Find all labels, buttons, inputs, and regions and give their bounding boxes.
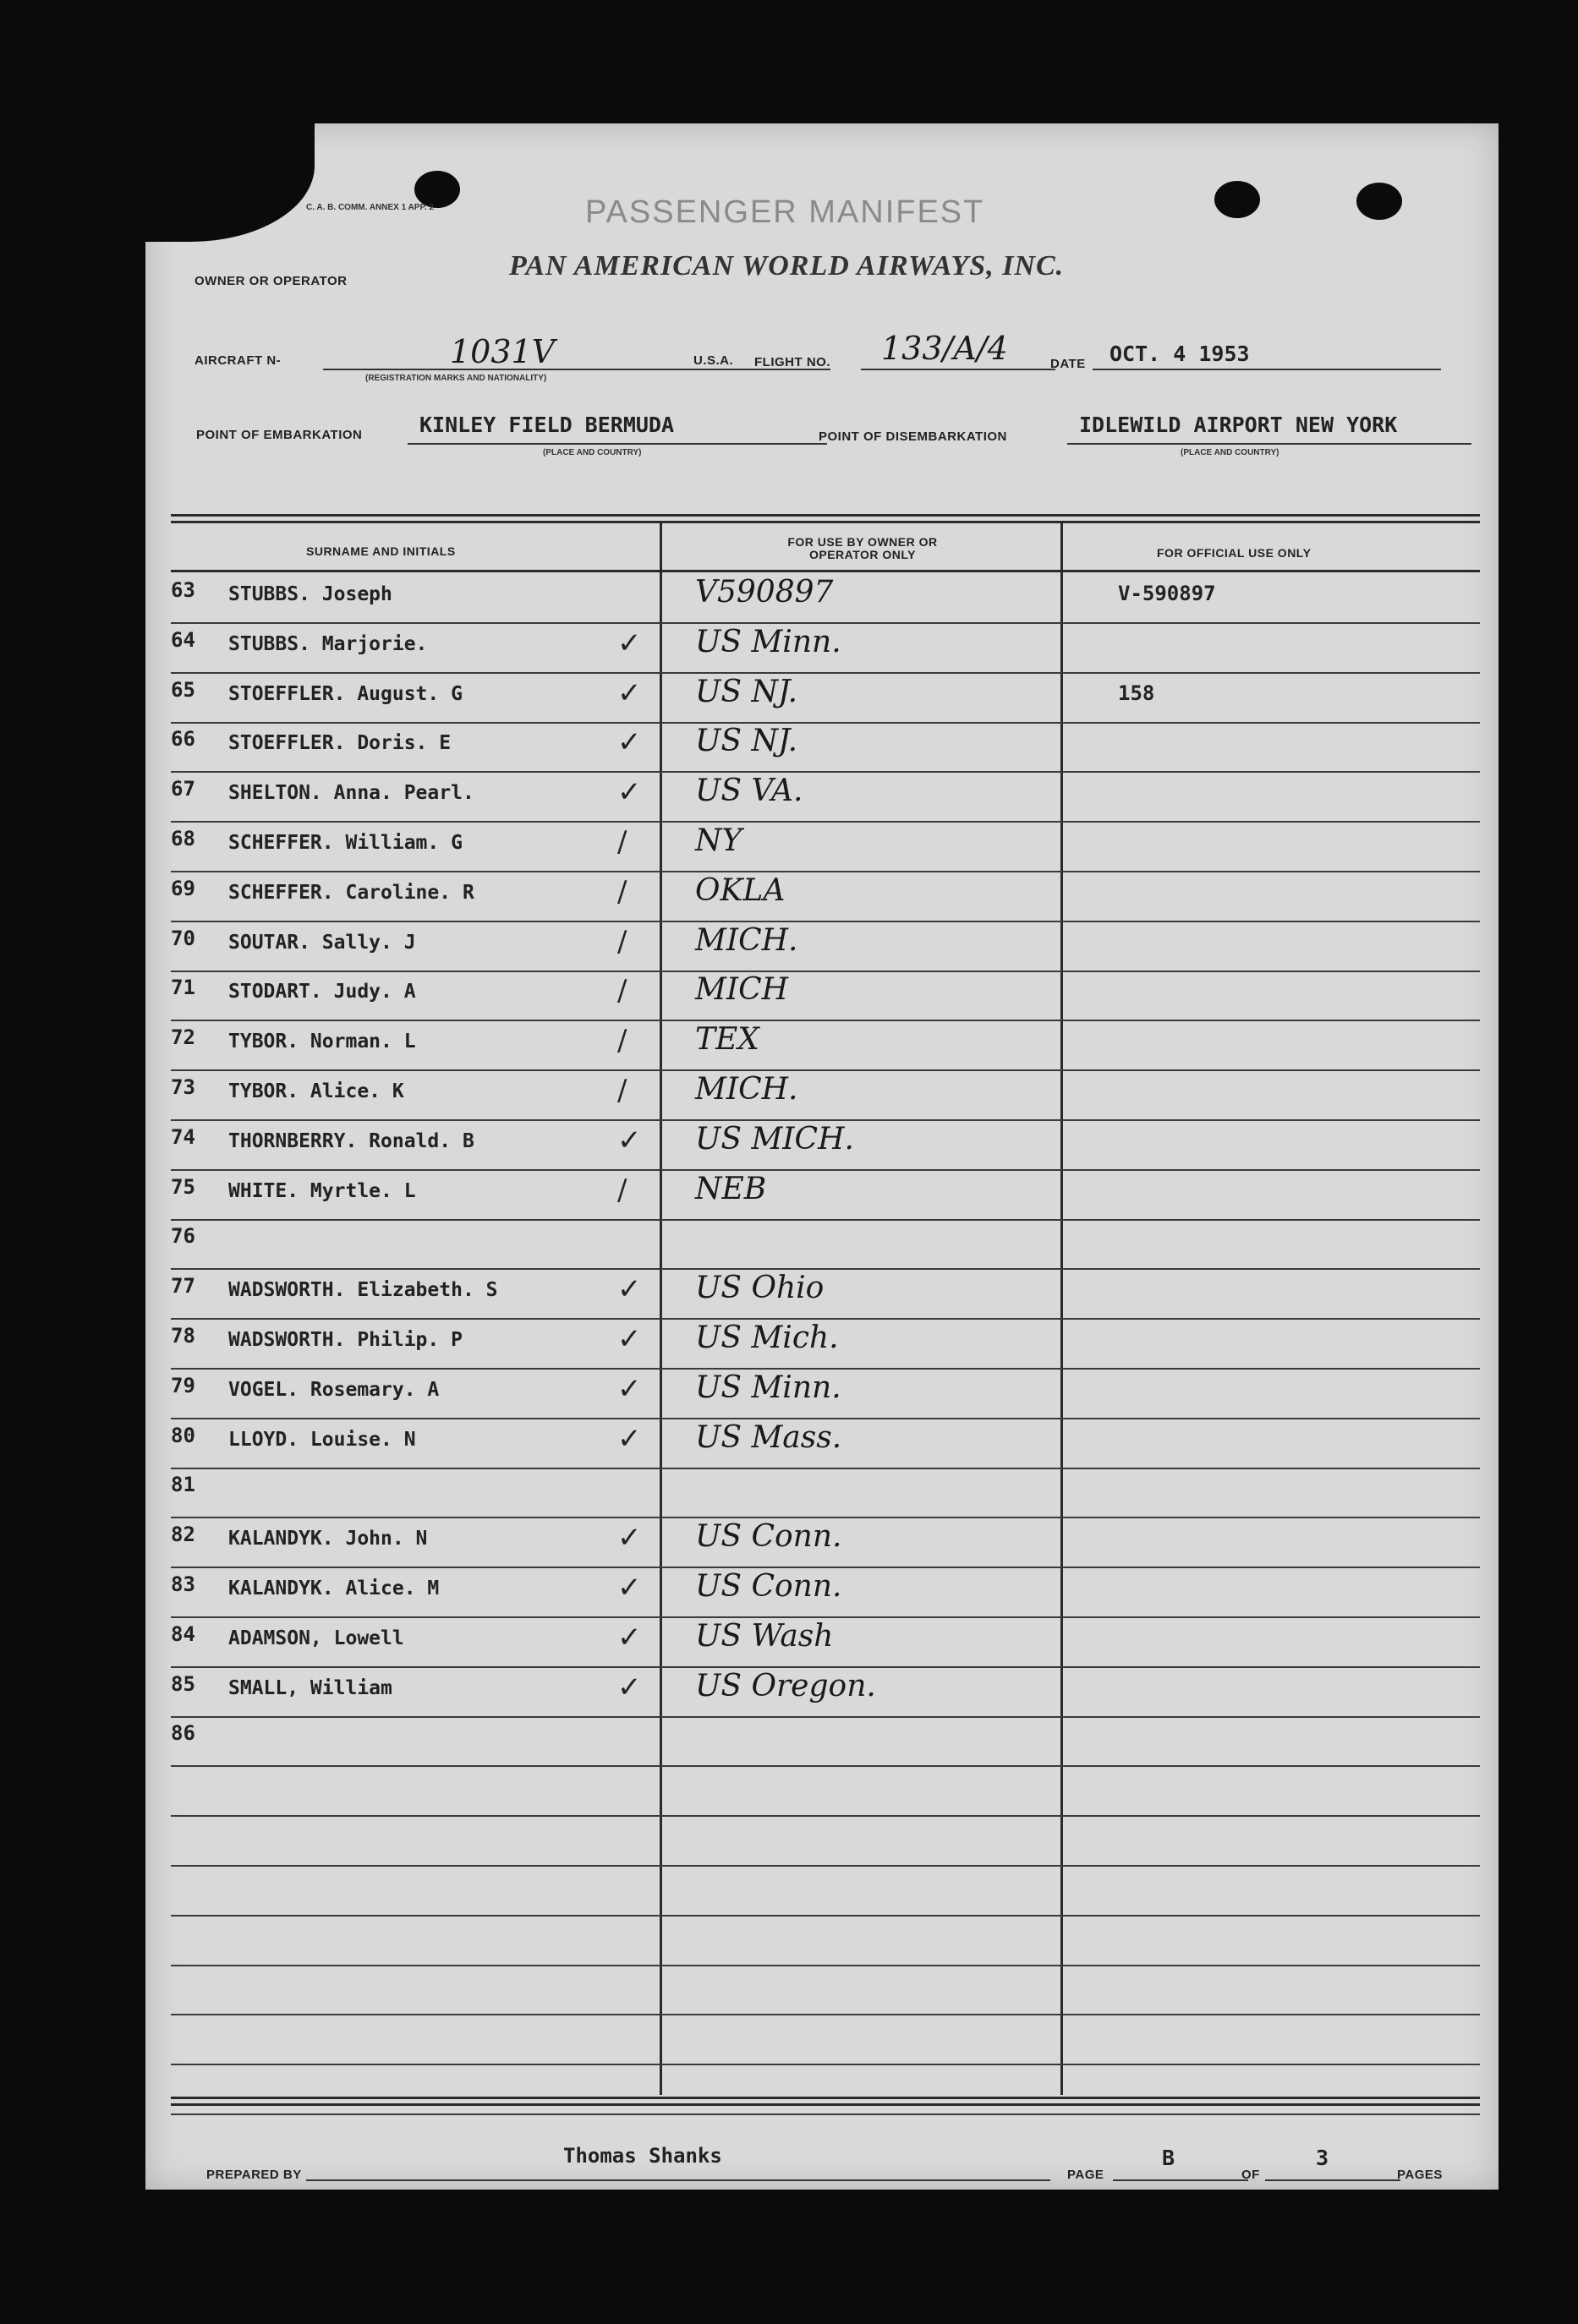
nationality-entry: V590897 [695,575,834,610]
nationality-entry: US Minn. [695,1370,841,1405]
passenger-name: LLOYD. Louise. N [228,1428,416,1451]
row-rule [171,771,1480,773]
passenger-name: STOEFFLER. August. G [228,682,463,705]
check-mark: ✓ [617,1123,642,1157]
date-value: OCT. 4 1953 [1110,342,1250,366]
row-rule [171,1368,1480,1370]
table-row [171,675,1480,724]
passenger-name: THORNBERRY. Ronald. B [228,1129,474,1152]
prepared-by-label: PREPARED BY [206,2168,302,2182]
passenger-name: SMALL, William [228,1676,392,1699]
table-row [171,873,1480,922]
table-row [171,1469,1480,1518]
embarkation-value: KINLEY FIELD BERMUDA [419,413,675,437]
check-mark: ✓ [617,1571,642,1605]
check-mark: ✓ [617,1521,642,1556]
table-row [171,1022,1480,1071]
row-number: 78 [171,1324,195,1348]
table-row [171,1818,1480,1867]
embarkation-sub: (PLACE AND COUNTRY) [543,448,642,457]
aircraft-value: 1031V [450,333,556,370]
form-title: PASSENGER MANIFEST [585,194,985,230]
check-mark: ✓ [617,1322,642,1356]
of-value: 3 [1316,2146,1329,2170]
check-mark: / [617,974,627,1009]
check-mark: / [617,874,627,909]
row-rule [171,1965,1480,1966]
row-number: 76 [171,1224,195,1249]
pages-label: PAGES [1397,2168,1443,2182]
table-row [171,1072,1480,1121]
table-row [171,1321,1480,1370]
table-row [171,1768,1480,1817]
row-number: 82 [171,1523,195,1547]
row-rule [171,1815,1480,1817]
nationality-entry: MICH [695,972,789,1008]
row-rule [171,722,1480,724]
nationality-entry: TEX [695,1022,759,1058]
nationality-entry: US Wash [695,1618,834,1654]
row-rule [171,1567,1480,1568]
row-rule [171,1318,1480,1320]
table-row [171,1917,1480,1966]
disembarkation-underline [1067,443,1471,445]
table-row [171,2016,1480,2065]
nationality-entry: NY [695,823,742,858]
of-label: OF [1241,2168,1260,2182]
row-rule [171,1666,1480,1668]
row-rule [171,821,1480,823]
table-row [171,972,1480,1021]
table-row [171,724,1480,773]
page-value: B [1162,2146,1175,2170]
table-row [171,1519,1480,1568]
row-rule [171,1219,1480,1221]
row-number: 84 [171,1621,195,1646]
table-row [171,1966,1480,2015]
row-rule [171,1716,1480,1718]
nationality-entry: MICH. [695,1072,798,1107]
passenger-name: SOUTAR. Sally. J [228,931,416,954]
disembarkation-value: IDLEWILD AIRPORT NEW YORK [1079,413,1398,437]
row-number: 69 [171,876,195,900]
nationality-entry: MICH. [695,922,798,958]
manifest-sheet [145,123,1499,2190]
row-number: 79 [171,1373,195,1397]
check-mark: ✓ [617,1371,642,1406]
row-number: 72 [171,1025,195,1050]
check-mark: / [617,1173,627,1207]
check-mark: / [617,1024,627,1058]
row-rule [171,2064,1480,2065]
passenger-name: WHITE. Myrtle. L [228,1179,416,1202]
table-row [171,1172,1480,1221]
page-underline [1113,2179,1248,2181]
table-bottom-rule [171,2097,1480,2099]
nationality-entry: US VA. [695,774,803,809]
prepared-by-value: Thomas Shanks [563,2144,722,2168]
punch-hole-right [1356,183,1402,220]
nationality-entry: US Minn. [695,624,841,659]
flight-underline [861,369,1055,370]
row-number: 65 [171,677,195,702]
row-rule [171,1169,1480,1171]
table-row [171,923,1480,972]
prepared-by-underline [306,2179,1050,2181]
table-row [171,1122,1480,1171]
passenger-name: SHELTON. Anna. Pearl. [228,782,474,805]
check-mark: ✓ [617,675,642,710]
row-number: 73 [171,1075,195,1099]
flight-value: 133/A/4 [881,330,1008,367]
row-number: 77 [171,1274,195,1299]
torn-corner [145,123,315,242]
nationality-entry: US NJ. [695,674,798,709]
row-number: 85 [171,1671,195,1696]
column-header-name: SURNAME AND INITIALS [306,544,456,558]
passenger-name: WADSWORTH. Elizabeth. S [228,1279,498,1302]
row-number: 86 [171,1721,195,1746]
row-number: 74 [171,1124,195,1149]
table-row [171,1420,1480,1469]
page-label: PAGE [1067,2168,1104,2182]
row-number: 64 [171,627,195,652]
official-entry: 158 [1118,681,1155,705]
row-number: 70 [171,926,195,950]
owner-value: PAN AMERICAN WORLD AIRWAYS, INC. [509,250,1065,282]
row-rule [171,2113,1480,2115]
row-rule [171,971,1480,972]
aircraft-label: AIRCRAFT N- [195,353,282,368]
nationality-entry: US Mich. [695,1321,839,1355]
row-rule [171,871,1480,872]
check-mark: ✓ [617,1620,642,1654]
passenger-name: TYBOR. Norman. L [228,1031,416,1053]
passenger-name: ADAMSON, Lowell [228,1627,404,1649]
row-rule [171,1865,1480,1867]
table-row [171,1569,1480,1618]
table-row [171,575,1480,624]
passenger-name: SCHEFFER. William. G [228,832,463,854]
check-mark: ✓ [617,1421,642,1456]
nationality-entry: US MICH. [695,1121,854,1157]
aircraft-sub: (REGISTRATION MARKS AND NATIONALITY) [365,374,547,383]
row-rule [171,622,1480,624]
row-number: 66 [171,727,195,752]
check-mark: / [617,1074,627,1107]
check-mark: ✓ [617,1670,642,1704]
check-mark: ✓ [617,775,642,810]
row-number: 71 [171,976,195,1000]
form-reference: C. A. B. COMM. ANNEX 1 APP. 2 [306,203,434,212]
check-mark: / [617,825,627,859]
row-number: 80 [171,1423,195,1447]
of-underline [1265,2179,1400,2181]
nationality-entry: US Oregon. [695,1668,876,1703]
table-row [171,1619,1480,1668]
nationality-entry: US Conn. [695,1569,842,1604]
nationality-entry: US NJ. [695,724,798,759]
row-rule [171,1069,1480,1071]
row-number: 81 [171,1473,195,1497]
table-row [171,774,1480,823]
nationality-entry: OKLA [695,872,786,908]
passenger-name: STUBBS. Joseph [228,583,392,605]
row-rule [171,1468,1480,1469]
row-rule [171,1915,1480,1917]
row-rule [171,1119,1480,1121]
date-label: DATE [1050,357,1086,371]
row-rule [171,1418,1480,1419]
table-top-rule [171,514,1480,517]
table-top-rule-2 [171,521,1480,523]
official-entry: V-590897 [1118,582,1216,605]
row-rule [171,921,1480,922]
table-row [171,1221,1480,1270]
row-number: 83 [171,1572,195,1596]
check-mark: ✓ [617,725,642,760]
column-header-official: FOR OFFICIAL USE ONLY [1157,546,1312,560]
check-mark: ✓ [617,626,642,660]
passenger-name: STOEFFLER. Doris. E [228,732,452,755]
row-rule [171,1517,1480,1518]
nationality-entry: US Ohio [695,1271,825,1306]
disembarkation-sub: (PLACE AND COUNTRY) [1181,448,1279,457]
passenger-name: KALANDYK. Alice. M [228,1578,440,1599]
row-rule [171,1020,1480,1021]
disembarkation-label: POINT OF DISEMBARKATION [819,429,1007,444]
table-row [171,2066,1480,2115]
column-header-owner: FOR USE BY OWNER OR OPERATOR ONLY [787,535,938,561]
passenger-name: SCHEFFER. Caroline. R [228,881,474,904]
check-mark: ✓ [617,1272,642,1307]
passenger-name: STUBBS. Marjorie. [228,632,428,655]
table-row [171,1867,1480,1917]
row-rule [171,1268,1480,1270]
date-underline [1093,369,1441,370]
row-rule [171,672,1480,674]
row-number: 68 [171,827,195,850]
table-row [171,1370,1480,1419]
punch-hole-center [1214,181,1260,218]
table-bottom-rule-2 [171,2103,1480,2106]
row-number: 75 [171,1174,195,1199]
passenger-name: STODART. Judy. A [228,981,416,1003]
table-row [171,1271,1480,1320]
embarkation-underline [408,443,827,445]
nationality-entry: NEB [695,1171,767,1206]
header-bottom-rule [171,570,1480,572]
row-rule [171,1616,1480,1618]
row-number: 63 [171,578,195,602]
owner-label: OWNER OR OPERATOR [195,274,348,288]
row-number: 67 [171,777,195,801]
nationality-entry: US Mass. [695,1419,842,1455]
passenger-name: KALANDYK. John. N [228,1528,428,1550]
country: U.S.A. [693,353,734,368]
row-rule [171,2014,1480,2015]
row-rule [171,1765,1480,1767]
nationality-entry: US Conn. [695,1519,842,1555]
table-row [171,625,1480,674]
passenger-name: VOGEL. Rosemary. A [228,1378,440,1401]
embarkation-label: POINT OF EMBARKATION [196,428,363,442]
table-row [171,1718,1480,1767]
passenger-name: TYBOR. Alice. K [228,1080,404,1102]
flight-label: FLIGHT NO. [754,355,830,369]
passenger-name: WADSWORTH. Philip. P [228,1329,463,1351]
table-row [171,823,1480,872]
table-row [171,1669,1480,1718]
check-mark: / [617,924,627,959]
